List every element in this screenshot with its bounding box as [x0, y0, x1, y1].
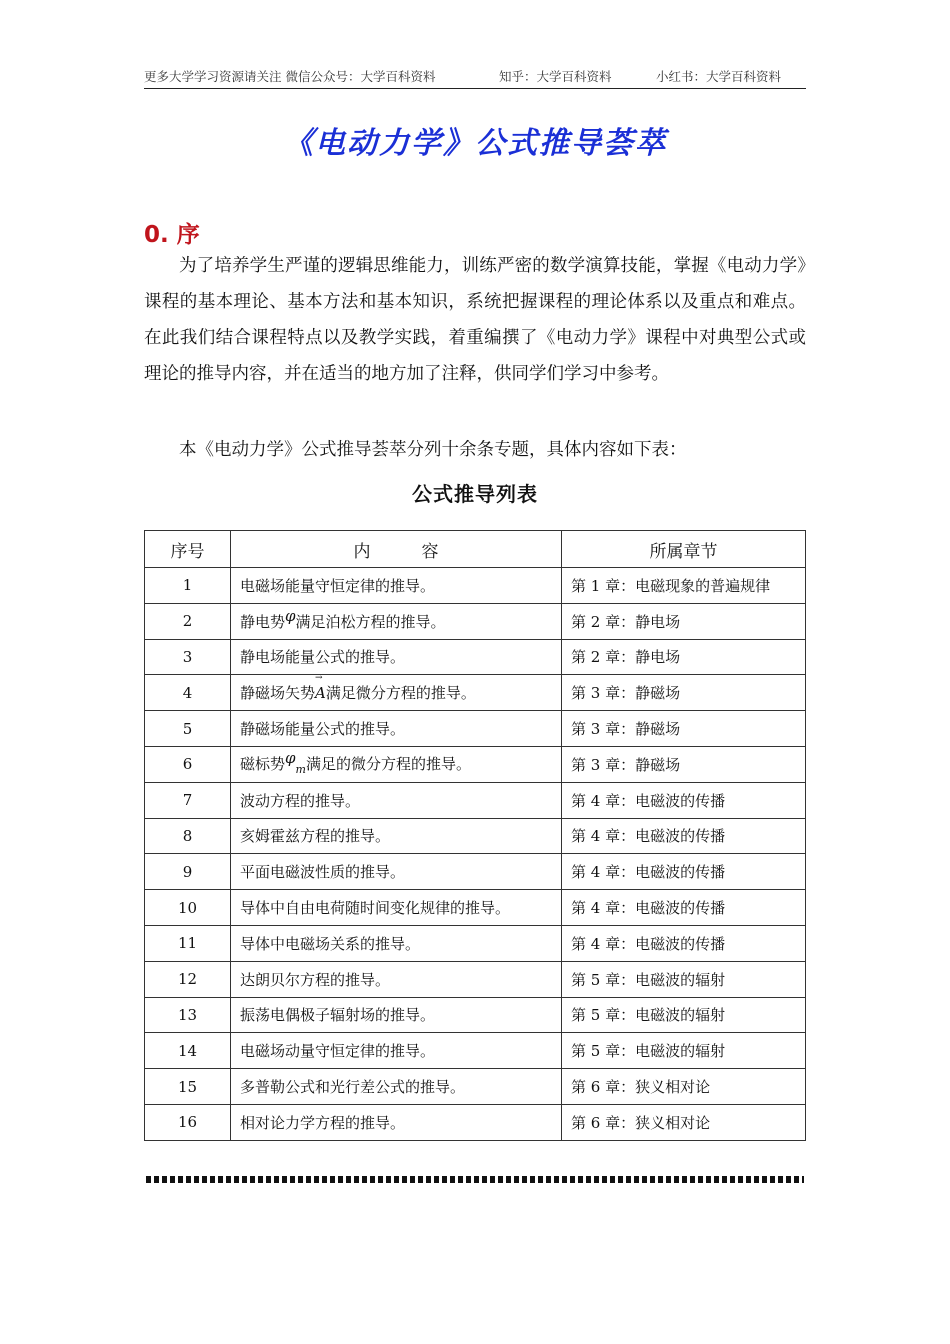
row-chapter: 第 4 章：电磁波的传播 — [562, 925, 806, 961]
row-content — [231, 711, 562, 747]
row-number: 14 — [145, 1033, 231, 1069]
row-content-text-continued: 满足泊松方程的推导。 — [295, 612, 446, 631]
page-header — [144, 62, 806, 89]
row-chapter: 第 2 章：静电场 — [562, 603, 806, 639]
document-title: 《电动力学》公式推导荟萃 — [283, 126, 667, 161]
intro-paragraph: 为了培养学生严谨的逻辑思维能力，训练严密的数学演算技能，掌握《电动力学》课程的基本理论、基本方法和基本知识，系统把握课程的理论体系以及重点和难点。在此我们结合课程特点以及教学实践，着重编撰了《电动力学》课程中对典型公式或理论的推导内容，并在适当的地方加了注释，供同学们学习中参考。 — [144, 256, 806, 384]
row-chapter: 第 4 章：电磁波的传播 — [562, 782, 806, 818]
row-math-symbol: φ — [285, 748, 296, 767]
derivation-table — [144, 530, 806, 1141]
row-content-text: 相对论力学方程的推导。 — [240, 1113, 406, 1132]
row-number: 11 — [145, 925, 231, 961]
row-chapter: 第 3 章：静磁场 — [562, 746, 806, 782]
row-chapter: 第 5 章：电磁波的辐射 — [562, 997, 806, 1033]
table-row — [145, 961, 806, 997]
table-row — [145, 854, 806, 890]
table-row — [145, 1033, 806, 1069]
row-content-text: 电磁场能量守恒定律的推导。 — [240, 576, 436, 595]
row-chapter: 第 5 章：电磁波的辐射 — [562, 1033, 806, 1069]
row-content — [231, 603, 562, 639]
row-number: 15 — [145, 1069, 231, 1105]
row-chapter: 第 2 章：静电场 — [562, 639, 806, 675]
dotted-divider — [146, 1176, 804, 1183]
row-chapter: 第 4 章：电磁波的传播 — [562, 854, 806, 890]
row-content-text: 导体中自由电荷随时间变化规律的推导。 — [240, 899, 511, 918]
row-content-text: 磁标势 — [240, 754, 286, 773]
row-content-text: 静磁场能量公式的推导。 — [240, 720, 406, 739]
row-number: 7 — [145, 782, 231, 818]
row-content-text: 静电势 — [240, 612, 286, 631]
row-content — [231, 568, 562, 604]
header-number: 序号 — [145, 531, 231, 568]
table-title: 公式推导列表 — [412, 482, 538, 506]
row-chapter: 第 6 章：狭义相对论 — [562, 1069, 806, 1105]
table-row — [145, 568, 806, 604]
table-row — [145, 711, 806, 747]
row-math-symbol: φ — [285, 606, 296, 625]
section-heading: 0. 序 — [144, 222, 200, 248]
row-number: 6 — [145, 746, 231, 782]
row-content — [231, 782, 562, 818]
row-content-text: 亥姆霍兹方程的推导。 — [240, 827, 391, 846]
row-number: 13 — [145, 997, 231, 1033]
table-row — [145, 746, 806, 782]
row-chapter: 第 3 章：静磁场 — [562, 711, 806, 747]
row-chapter: 第 3 章：静磁场 — [562, 675, 806, 711]
row-content — [231, 925, 562, 961]
row-number: 5 — [145, 711, 231, 747]
header-content: 内 容 — [231, 531, 562, 568]
row-content-text: 达朗贝尔方程的推导。 — [240, 970, 391, 989]
table-row — [145, 1104, 806, 1140]
row-content — [231, 1104, 562, 1140]
row-math-symbol: → A — [315, 684, 326, 702]
row-content — [231, 890, 562, 926]
row-number: 9 — [145, 854, 231, 890]
row-content-text: 振荡电偶极子辐射场的推导。 — [240, 1006, 436, 1025]
row-content-text: 静磁场矢势 — [240, 684, 316, 703]
row-content-text: 多普勒公式和光行差公式的推导。 — [240, 1078, 466, 1097]
row-content — [231, 997, 562, 1033]
table-header-row — [145, 531, 806, 568]
row-content — [231, 854, 562, 890]
table-row — [145, 782, 806, 818]
row-number: 10 — [145, 890, 231, 926]
table-row — [145, 675, 806, 711]
row-chapter: 第 1 章：电磁现象的普遍规律 — [562, 568, 806, 604]
summary-paragraph: 本《电动力学》公式推导荟萃分列十余条专题，具体内容如下表： — [179, 440, 687, 460]
header-zhihu-text: 知乎：大学百科资料 — [499, 69, 612, 84]
table-row — [145, 639, 806, 675]
row-chapter: 第 6 章：狭义相对论 — [562, 1104, 806, 1140]
row-chapter: 第 4 章：电磁波的传播 — [562, 890, 806, 926]
row-number: 4 — [145, 675, 231, 711]
row-content-text-continued: 满足的微分方程的推导。 — [305, 754, 471, 773]
table-row — [145, 925, 806, 961]
table-row — [145, 603, 806, 639]
row-content-text: 平面电磁波性质的推导。 — [240, 863, 406, 882]
row-number: 8 — [145, 818, 231, 854]
header-xiaohongshu-text: 小红书：大学百科资料 — [656, 69, 782, 84]
row-number: 2 — [145, 603, 231, 639]
table-row — [145, 890, 806, 926]
row-content — [231, 818, 562, 854]
row-chapter: 第 5 章：电磁波的辐射 — [562, 961, 806, 997]
row-content — [231, 961, 562, 997]
table-body — [145, 568, 806, 1141]
row-content-text: 导体中电磁场关系的推导。 — [240, 934, 421, 953]
row-content — [231, 639, 562, 675]
row-content-text-continued: 满足微分方程的推导。 — [325, 684, 476, 703]
row-content-text: 电磁场动量守恒定律的推导。 — [240, 1042, 436, 1061]
row-content — [231, 675, 562, 711]
row-content-text: 波动方程的推导。 — [240, 791, 361, 810]
row-number: 1 — [145, 568, 231, 604]
row-content — [231, 1033, 562, 1069]
header-wechat-text: 更多大学学习资源请关注 微信公众号：大学百科资料 — [144, 69, 436, 84]
row-content — [231, 1069, 562, 1105]
row-content — [231, 746, 562, 782]
row-chapter: 第 4 章：电磁波的传播 — [562, 818, 806, 854]
row-number: 12 — [145, 961, 231, 997]
table-row — [145, 818, 806, 854]
row-content-text: 静电场能量公式的推导。 — [240, 648, 406, 667]
table-row — [145, 1069, 806, 1105]
row-math-subscript: m — [295, 762, 306, 776]
row-number: 16 — [145, 1104, 231, 1140]
row-number: 3 — [145, 639, 231, 675]
header-chapter: 所属章节 — [562, 531, 806, 568]
table-row — [145, 997, 806, 1033]
